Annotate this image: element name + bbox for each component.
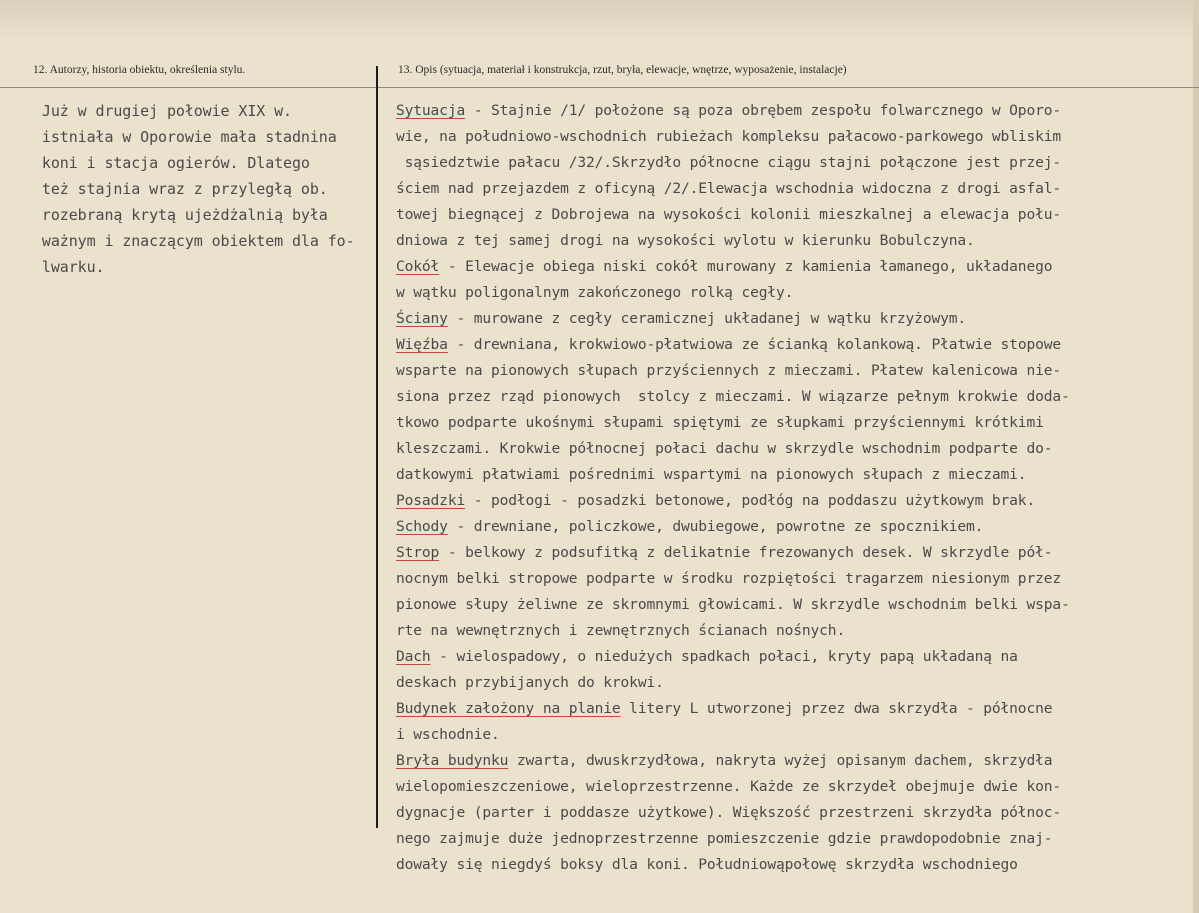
line-text: - Elewacje obiega niski cokół murowany z kamienia łamanego, układanego xyxy=(439,258,1053,275)
description-text xyxy=(396,98,1186,878)
description-line xyxy=(396,332,1186,358)
section-heading: Sytuacja xyxy=(396,102,466,119)
line-text: deskach przybijanych do krokwi. xyxy=(396,674,664,691)
line-text: - drewniane, policzkowe, dwubiegowe, powrotne ze spocznikiem. xyxy=(447,518,984,535)
line-text: ściem nad przejazdem z oficyną /2/.Elewacja wschodnia widoczna z drogi asfal- xyxy=(396,180,1061,197)
page-right-edge xyxy=(1193,0,1199,913)
line-text: datkowymi płatwiami pośrednimi wspartymi na pionowych słupach z mieczami. xyxy=(396,466,1027,483)
line-text: - podłogi - posadzki betonowe, podłóg na poddaszu użytkowym brak. xyxy=(465,492,1036,509)
history-line: ważnym i znaczącym obiektem dla fo- xyxy=(33,232,355,250)
section-heading: Posadzki xyxy=(396,492,466,509)
line-text: pionowe słupy żeliwne ze skromnymi głowicami. W skrzydle wschodnim belki wspa- xyxy=(396,596,1070,613)
description-line xyxy=(396,826,1186,852)
line-text: tkowo podparte ukośnymi słupami spiętymi ze słupkami przyściennymi krótkimi xyxy=(396,414,1044,431)
description-line xyxy=(396,228,1186,254)
description-line xyxy=(396,592,1186,618)
description-line xyxy=(396,358,1186,384)
line-text: nocnym belki stropowe podparte w środku rozpiętości tragarzem niesionym przez xyxy=(396,570,1061,587)
history-line: rozebraną krytą ujeżdżalnią była xyxy=(33,206,328,224)
section-heading: Budynek założony na planie xyxy=(396,700,621,717)
line-text: dniowa z tej samej drogi na wysokości wylotu w kierunku Bobulczyna. xyxy=(396,232,975,249)
line-text: w wątku poligonalnym zakończonego rolką cegły. xyxy=(396,284,794,301)
section-13-header: 13. Opis (sytuacja, materiał i konstrukcja, rzut, bryła, elewacje, wnętrze, wyposażenie, instalacje) xyxy=(398,64,847,76)
description-line xyxy=(396,566,1186,592)
header-rule xyxy=(0,87,1199,88)
description-line xyxy=(396,670,1186,696)
line-text: rte na wewnętrznych i zewnętrznych ścianach nośnych. xyxy=(396,622,846,639)
line-text: towej biegnącej z Dobrojewa na wysokości kolonii mieszkalnej a elewacja połu- xyxy=(396,206,1061,223)
history-line: Już w drugiej połowie XIX w. xyxy=(33,102,292,120)
description-line xyxy=(396,462,1186,488)
line-text: sąsiedztwie pałacu /32/.Skrzydło północne ciągu stajni połączone jest przej- xyxy=(396,154,1061,171)
line-text: - murowane z cegły ceramicznej układanej w wątku krzyżowym. xyxy=(447,310,966,327)
line-text: - Stajnie /1/ położone są poza obrębem zespołu folwarcznego w Oporo- xyxy=(465,102,1061,119)
line-text: wie, na południowo-wschodnich rubieżach kompleksu pałacowo-parkowego wbliskim xyxy=(396,128,1061,145)
description-line xyxy=(396,774,1186,800)
line-text: i wschodnie. xyxy=(396,726,500,743)
history-line: koni i stacja ogierów. Dlatego xyxy=(33,154,310,172)
section-heading: Dach xyxy=(396,648,431,665)
description-line xyxy=(396,410,1186,436)
line-text: wsparte na pionowych słupach przyściennych z mieczami. Płatew kalenicowa nie- xyxy=(396,362,1061,379)
line-text: - wielospadowy, o niedużych spadkach połaci, kryty papą układaną na xyxy=(430,648,1018,665)
section-heading: Bryła budynku xyxy=(396,752,509,769)
description-line xyxy=(396,488,1186,514)
line-text: litery L utworzonej przez dwa skrzydła - północne xyxy=(620,700,1053,717)
history-line: lwarku. xyxy=(33,258,105,276)
section-heading: Cokół xyxy=(396,258,440,275)
description-line xyxy=(396,306,1186,332)
line-text: nego zajmuje duże jednoprzestrzenne pomieszczenie gdzie prawdopodobnie znaj- xyxy=(396,830,1053,847)
description-line xyxy=(396,280,1186,306)
page-top-edge xyxy=(0,0,1199,40)
description-line xyxy=(396,514,1186,540)
section-heading: Ściany xyxy=(396,310,448,327)
line-text: dowały się niegdyś boksy dla koni. Południowąpołowę skrzydła wschodniego xyxy=(396,856,1018,873)
section-12-header: 12. Autorzy, historia obiektu, określenia stylu. xyxy=(33,64,246,76)
column-divider xyxy=(376,66,378,828)
description-line xyxy=(396,176,1186,202)
description-line xyxy=(396,722,1186,748)
description-line xyxy=(396,436,1186,462)
description-line xyxy=(396,748,1186,774)
section-heading: Schody xyxy=(396,518,448,535)
description-line xyxy=(396,852,1186,878)
description-line xyxy=(396,98,1186,124)
description-line xyxy=(396,696,1186,722)
section-heading: Strop xyxy=(396,544,440,561)
line-text: kleszczami. Krokwie północnej połaci dachu w skrzydle wschodnim podparte do- xyxy=(396,440,1053,457)
description-line xyxy=(396,540,1186,566)
description-line xyxy=(396,384,1186,410)
line-text: siona przez rząd pionowych stolcy z mieczami. W wiązarze pełnym krokwie doda- xyxy=(396,388,1070,405)
line-text: zwarta, dwuskrzydłowa, nakryta wyżej opisanym dachem, skrzydła xyxy=(508,752,1053,769)
history-line: istniała w Oporowie mała stadnina xyxy=(33,128,337,146)
description-line xyxy=(396,124,1186,150)
description-line xyxy=(396,800,1186,826)
line-text: wielopomieszczeniowe, wieloprzestrzenne. Każde ze skrzydeł obejmuje dwie kon- xyxy=(396,778,1061,795)
description-line xyxy=(396,644,1186,670)
line-text: dygnacje (parter i poddasze użytkowe). Większość przestrzeni skrzydła północ- xyxy=(396,804,1061,821)
description-line xyxy=(396,254,1186,280)
description-line xyxy=(396,150,1186,176)
section-heading: Więźba xyxy=(396,336,448,353)
description-line xyxy=(396,202,1186,228)
history-line: też stajnia wraz z przyległą ob. xyxy=(33,180,328,198)
description-line xyxy=(396,618,1186,644)
history-text xyxy=(33,98,373,280)
line-text: - belkowy z podsufitką z delikatnie frezowanych desek. W skrzydle pół- xyxy=(439,544,1053,561)
line-text: - drewniana, krokwiowo-płatwiowa ze ścianką kolankową. Płatwie stopowe xyxy=(447,336,1061,353)
